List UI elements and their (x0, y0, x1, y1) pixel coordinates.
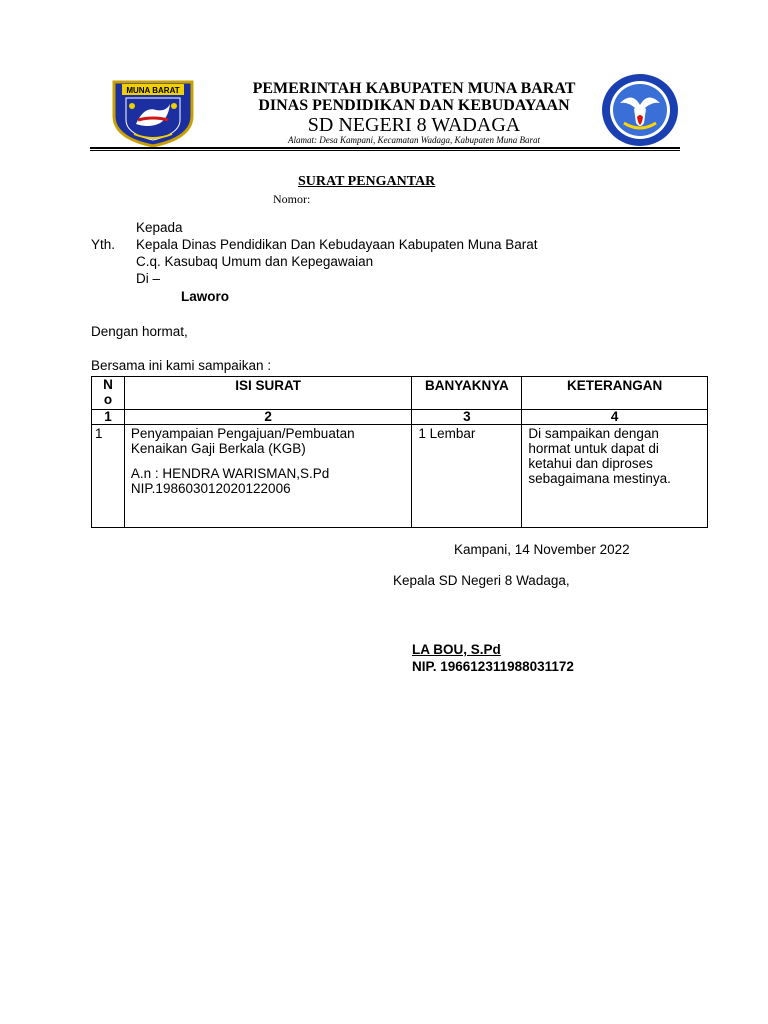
header-keterangan: KETERANGAN (522, 377, 708, 410)
header-isi-surat: ISI SURAT (124, 377, 411, 410)
header-divider-thin (90, 150, 680, 151)
header-banyaknya: BANYAKNYA (412, 377, 522, 410)
row-banyaknya: 1 Lembar (412, 425, 522, 528)
muna-barat-logo (108, 76, 198, 148)
department-header: DINAS PENDIDIKAN DAN KEBUDAYAAN (258, 97, 570, 114)
place-date: Kampani, 14 November 2022 (454, 542, 630, 557)
school-name: SD NEGERI 8 WADAGA (307, 114, 521, 136)
intro-text: Bersama ini kami sampaikan : (91, 358, 272, 373)
signatory-name: LA BOU, S.Pd (412, 642, 501, 657)
col-number: 3 (412, 410, 522, 425)
table-row (92, 425, 708, 528)
yth-label: Yth. (91, 237, 116, 252)
svg-text:MUNA BARAT: MUNA BARAT (126, 86, 180, 95)
salutation: Dengan hormat, (91, 324, 188, 339)
letter-number-label: Nomor: (273, 192, 311, 206)
row-keterangan: Di sampaikan dengan hormat untuk dapat di ketahui dan diproses sebagaimana mestinya. (522, 425, 708, 528)
table-number-row (92, 410, 708, 425)
signatory-position: Kepala SD Negeri 8 Wadaga, (393, 573, 570, 588)
signatory-nip: NIP. 196612311988031172 (412, 659, 574, 674)
row-no: 1 (92, 425, 125, 528)
di-label: Di – (136, 271, 161, 286)
school-address: Alamat: Desa Kampani, Kecamatan Wadaga, Kabupaten Muna Barat (288, 135, 540, 145)
col-number: 4 (522, 410, 708, 425)
destination-place: Laworo (181, 289, 230, 304)
header-divider (90, 147, 680, 149)
col-number: 2 (124, 410, 411, 425)
letter-title: SURAT PENGANTAR (298, 174, 436, 189)
header-no: N o (92, 377, 125, 410)
recipient-line2: C.q. Kasubaq Umum dan Kepegawaian (136, 254, 374, 269)
row-isi-surat: Penyampaian Pengajuan/Pembuatan Kenaikan Gaji Berkala (KGB) A.n : HENDRA WARISMAN,S.Pd NIP.198603012020122006 (124, 425, 411, 528)
table-header-row (92, 377, 708, 410)
government-header: PEMERINTAH KABUPATEN MUNA BARAT (252, 80, 576, 97)
kepada-label: Kepada (136, 220, 183, 235)
recipient-line1: Kepala Dinas Pendidikan Dan Kebudayaan Kabupaten Muna Barat (136, 237, 538, 252)
col-number: 1 (92, 410, 125, 425)
letter-contents-table (91, 376, 708, 528)
